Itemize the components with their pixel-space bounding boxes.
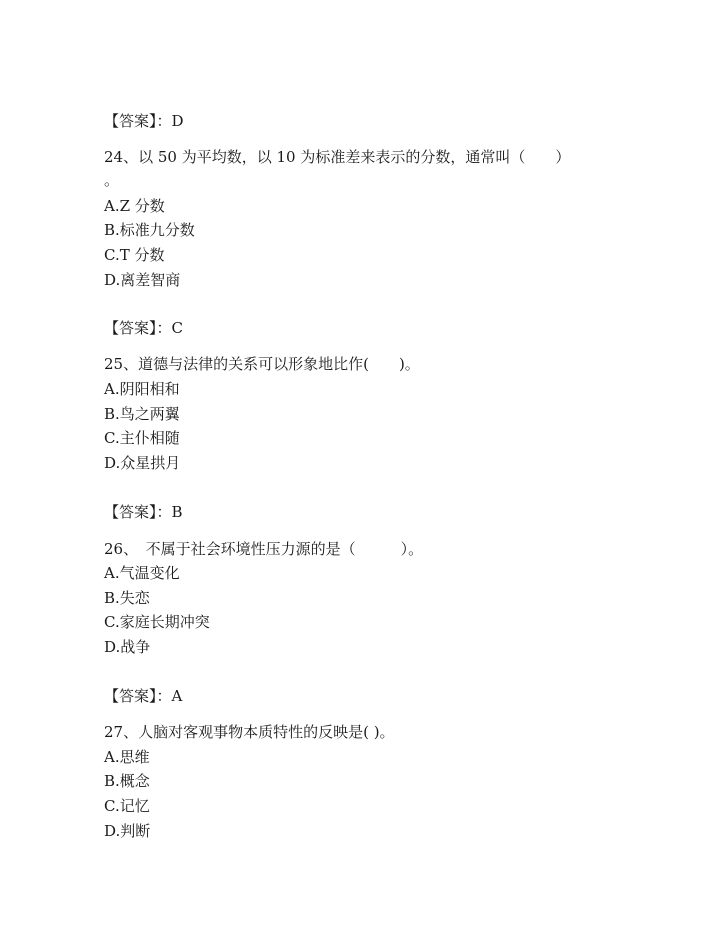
question-25-stem: 25、道德与法律的关系可以形象地比作( )。	[104, 355, 420, 373]
answer-24: 【答案】：C	[104, 319, 183, 337]
question-26-stem: 26、 不属于社会环境性压力源的是（ ）。	[104, 540, 424, 558]
question-25-option-a: A.阴阳相和	[104, 380, 180, 398]
question-26-option-b: B.失恋	[104, 589, 150, 607]
question-26-option-c: C.家庭长期冲突	[104, 613, 210, 631]
question-27-option-b: B.概念	[104, 772, 150, 790]
answer-26: 【答案】：A	[104, 687, 183, 705]
question-25-option-d: D.众星拱月	[104, 454, 181, 472]
question-24-option-b: B.标准九分数	[104, 221, 195, 239]
answer-25: 【答案】：B	[104, 503, 183, 521]
question-24-stem: 24、以 50 为平均数，以 10 为标准差来表示的分数，通常叫（ ）	[104, 148, 571, 166]
question-25-option-b: B.鸟之两翼	[104, 405, 180, 423]
answer-23: 【答案】：D	[104, 112, 184, 130]
question-24-option-a: A.Z 分数	[104, 197, 165, 215]
question-24-option-c: C.T 分数	[104, 246, 165, 264]
question-24-stem-continuation: 。	[104, 171, 120, 189]
question-27-option-a: A.思维	[104, 748, 150, 766]
question-24-option-d: D.离差智商	[104, 271, 181, 289]
question-27-option-c: C.记忆	[104, 797, 150, 815]
question-27-stem: 27、人脑对客观事物本质特性的反映是( )。	[104, 723, 395, 741]
question-26-option-a: A.气温变化	[104, 564, 180, 582]
question-25-option-c: C.主仆相随	[104, 429, 180, 447]
question-27-option-d: D.判断	[104, 822, 151, 840]
question-26-option-d: D.战争	[104, 638, 151, 656]
